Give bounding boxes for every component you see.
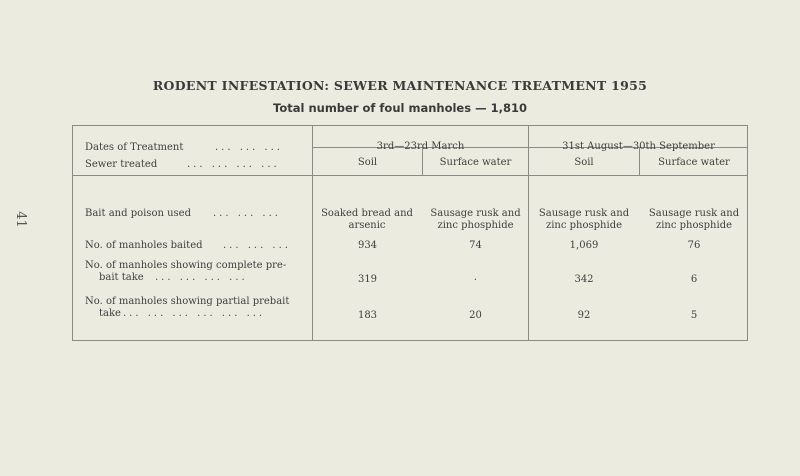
table-cell: . [473, 272, 478, 283]
row-label-text: take [99, 308, 121, 319]
leader-dots: ... ... ... [215, 142, 283, 153]
header-dates-text: Dates of Treatment [85, 142, 184, 153]
page-number: 41 [12, 211, 28, 228]
header-dates-label [85, 142, 305, 154]
table-cell: 1,069 [569, 240, 599, 251]
table-cell: 319 [357, 274, 378, 285]
row-label-text: No. of manholes showing partial prebait [85, 296, 290, 307]
col-surface-water-2: Surface water [658, 157, 730, 168]
table-cell: 342 [574, 274, 594, 285]
table-cell: 74 [469, 240, 482, 251]
row-label-text: bait take [99, 272, 144, 283]
leader-dots: ... ... ... [213, 208, 281, 219]
rule-horizontal [73, 175, 747, 176]
table-cell: Sausage rusk and zinc phosphide [538, 208, 630, 231]
table-cell: Sausage rusk and zinc phosphide [648, 208, 740, 231]
leader-dots: ... ... ... ... ... ... [123, 308, 266, 319]
period-august-september: 31st August—30th September [562, 141, 715, 152]
row-label-text: Bait and poison used [85, 208, 191, 219]
row-partial-prebait-label [85, 296, 310, 320]
page-subtitle: Total number of foul manholes — 1,810 [273, 101, 527, 115]
leader-dots: ... ... ... ... [155, 272, 248, 283]
leader-dots: ... ... ... ... [187, 159, 280, 170]
table-cell: 76 [687, 240, 701, 251]
table-cell: 5 [690, 310, 698, 321]
header-sewer-label [85, 159, 305, 171]
table-cell: Sausage rusk and zinc phosphide [430, 208, 521, 231]
col-surface-water-1: Surface water [439, 157, 512, 168]
table-cell: Soaked bread and arsenic [321, 208, 413, 231]
period-march: 3rd—23rd March [376, 141, 465, 152]
page-title: RODENT INFESTATION: SEWER MAINTENANCE TREATMENT 1955 [152, 78, 648, 93]
row-baited-label [85, 240, 305, 252]
col-soil-1: Soil [357, 157, 378, 168]
col-soil-2: Soil [574, 157, 594, 168]
row-complete-prebait-label [85, 260, 310, 284]
row-label-text: No. of manholes showing complete pre- [85, 260, 287, 271]
treatment-table [72, 125, 748, 341]
table-cell: 6 [690, 274, 698, 285]
table-cell: 20 [469, 310, 482, 321]
header-sewer-text: Sewer treated [85, 159, 158, 170]
row-label-text: No. of manholes baited [85, 240, 203, 251]
table-cell: 934 [357, 240, 378, 251]
table-cell: 183 [357, 310, 378, 321]
table-cell: 92 [577, 310, 591, 321]
leader-dots: ... ... ... [223, 240, 291, 251]
row-bait-label [85, 208, 305, 220]
